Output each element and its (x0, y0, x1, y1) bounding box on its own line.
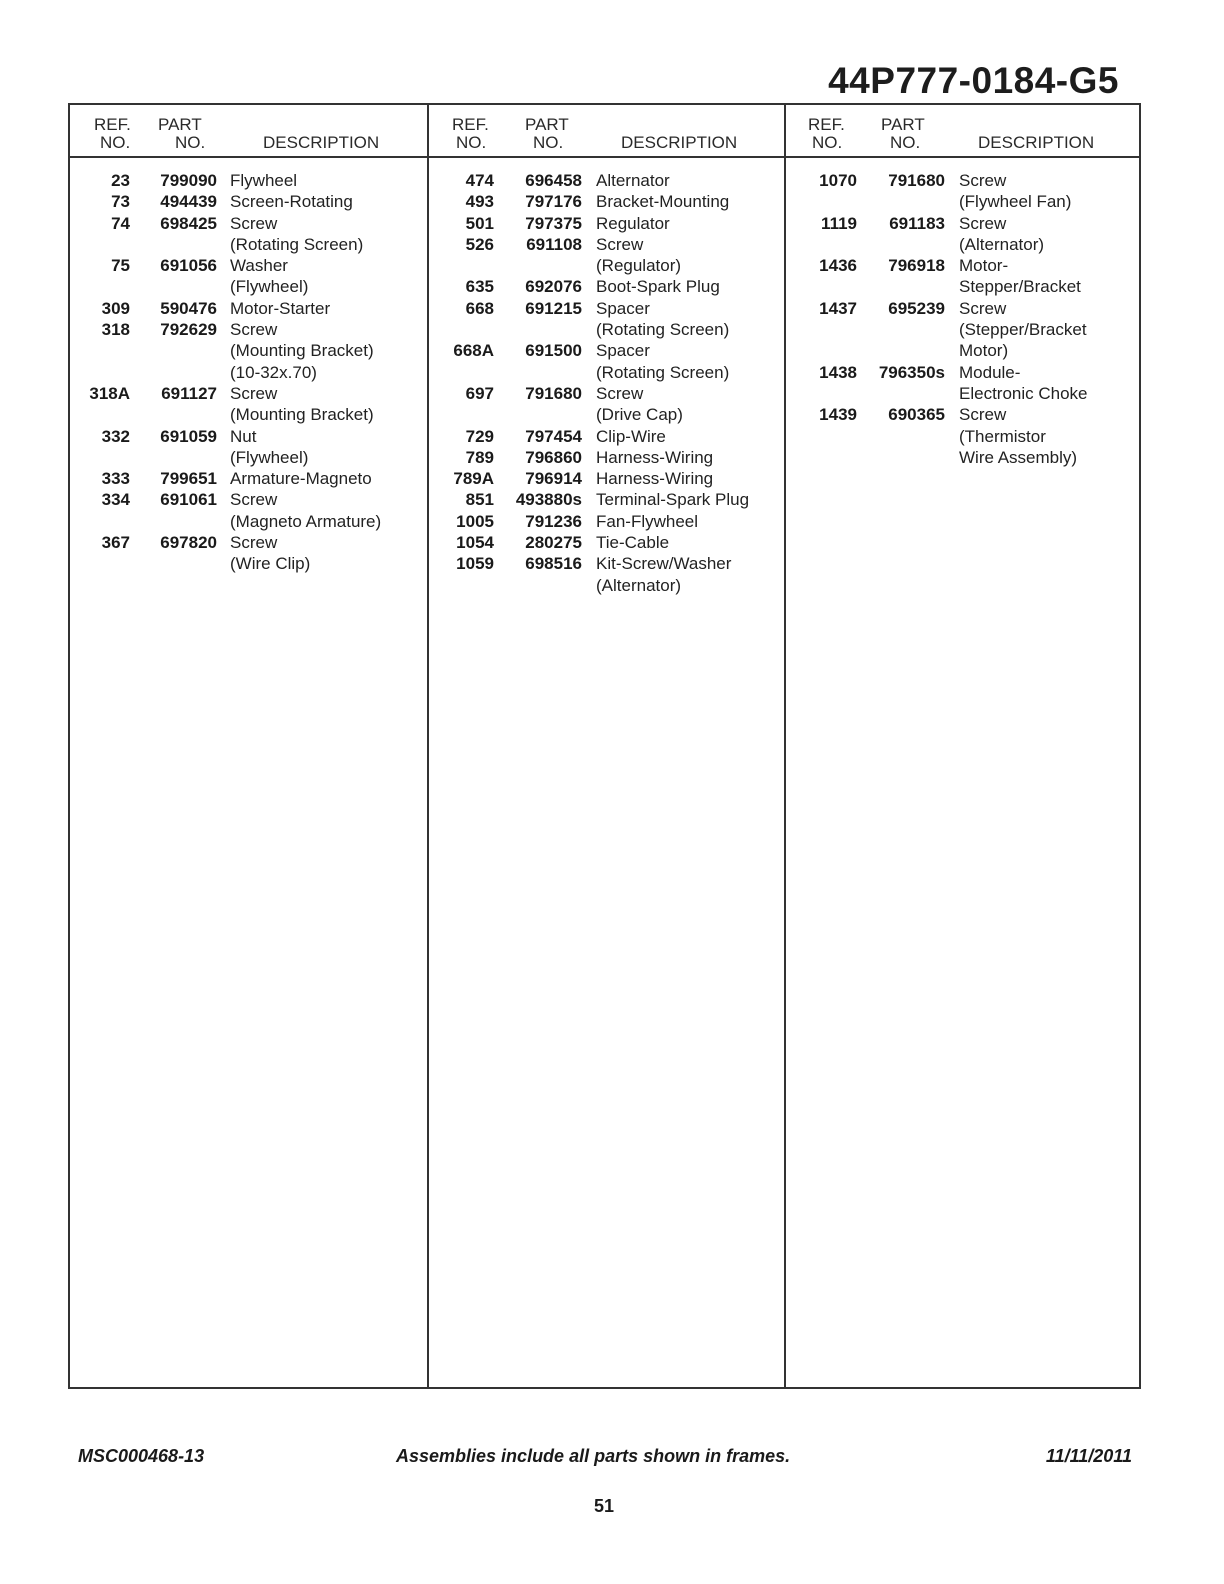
ref-number: 635 (465, 277, 494, 297)
part-row (70, 319, 427, 340)
part-description: Harness-Wiring (596, 469, 714, 489)
part-row (786, 426, 1139, 447)
part-row (429, 383, 784, 404)
part-row (70, 383, 427, 404)
part-description: Screw (230, 383, 278, 403)
part-description: Armature-Magneto (230, 469, 372, 489)
part-description: (Flywheel) (230, 277, 309, 297)
part-number: 494439 (160, 192, 217, 212)
part-row (786, 298, 1139, 319)
column-header (786, 105, 1139, 158)
part-row (70, 170, 427, 191)
part-number: 797176 (525, 192, 582, 212)
part-number: 796860 (525, 447, 582, 467)
part-description: (Rotating Screen) (596, 362, 730, 382)
ref-number: 697 (465, 383, 494, 403)
ref-number: 332 (101, 426, 130, 446)
part-description: (Alternator) (959, 234, 1045, 254)
ref-header-line2: NO. (456, 133, 487, 152)
part-row (786, 234, 1139, 255)
part-description: Screw (230, 320, 278, 340)
part-row (70, 489, 427, 510)
part-row (429, 468, 784, 489)
ref-number: 1059 (456, 554, 494, 574)
part-description: Screw (959, 405, 1007, 425)
page-number: 51 (593, 1496, 615, 1516)
part-number: 799651 (160, 469, 217, 489)
part-number: 691061 (160, 490, 217, 510)
part-description: Screw (959, 213, 1007, 233)
part-number: 590476 (160, 298, 217, 318)
part-number: 692076 (525, 277, 582, 297)
part-description: (Mounting Bracket) (230, 405, 374, 425)
part-description: (Stepper/Bracket (959, 320, 1087, 340)
part-row (429, 276, 784, 297)
part-row (429, 170, 784, 191)
parts-column-1 (70, 105, 427, 1387)
part-number: 797375 (525, 213, 582, 233)
part-row (786, 447, 1139, 468)
part-description: Nut (230, 426, 257, 446)
part-row (786, 213, 1139, 234)
part-row (429, 234, 784, 255)
ref-number: 501 (465, 213, 494, 233)
column-header (70, 105, 427, 158)
part-number: 691500 (525, 341, 582, 361)
ref-number: 526 (465, 234, 494, 254)
part-row (70, 532, 427, 553)
part-description: Spacer (596, 341, 650, 361)
ref-number: 23 (111, 171, 130, 190)
part-row (70, 234, 427, 255)
part-number: 791680 (525, 383, 582, 403)
part-row (429, 298, 784, 319)
description-header: DESCRIPTION (621, 133, 738, 152)
part-row (70, 511, 427, 532)
part-description: Fan-Flywheel (596, 511, 699, 531)
part-header-line2: NO. (533, 133, 564, 152)
part-row (429, 191, 784, 212)
part-number: 799090 (160, 171, 217, 190)
part-number: 797454 (525, 426, 582, 446)
document-code: MSC000468-13 (78, 1446, 205, 1466)
ref-number: 318 (101, 320, 130, 340)
part-number: 696458 (525, 171, 582, 190)
ref-number: 318A (89, 383, 130, 403)
ref-number: 1054 (456, 533, 494, 553)
part-number: 691127 (161, 383, 217, 403)
ref-number: 1005 (456, 511, 494, 531)
ref-number: 729 (465, 426, 494, 446)
part-row (70, 340, 427, 361)
part-number: 493880s (515, 490, 582, 510)
part-description: Flywheel (230, 171, 298, 190)
part-description: (Alternator) (596, 575, 682, 595)
part-number: 690365 (888, 405, 945, 425)
part-description: Motor-Starter (230, 298, 331, 318)
part-description: Wire Assembly) (959, 447, 1078, 467)
part-description: (Thermistor (959, 426, 1046, 446)
part-description: Motor) (959, 341, 1009, 361)
part-description: Tie-Cable (596, 533, 670, 553)
ref-header-line2: NO. (100, 133, 131, 152)
ref-number: 73 (111, 192, 130, 212)
part-row (429, 575, 784, 596)
ref-number: 1436 (819, 256, 857, 276)
document-date: 11/11/2011 (1045, 1446, 1132, 1466)
part-row (70, 191, 427, 212)
part-number: 691108 (526, 234, 582, 254)
ref-number: 367 (101, 533, 130, 553)
ref-number: 789 (465, 447, 494, 467)
ref-header-line1: REF. (452, 115, 489, 134)
ref-number: 1438 (819, 362, 857, 382)
part-number: 796914 (525, 469, 582, 489)
part-row (786, 362, 1139, 383)
part-description: Electronic Choke (959, 383, 1088, 403)
part-number: 697820 (160, 533, 217, 553)
part-number: 791680 (888, 171, 945, 190)
part-description: Screw (959, 298, 1007, 318)
part-row (70, 404, 427, 425)
part-row (70, 447, 427, 468)
ref-number: 1119 (821, 213, 857, 233)
part-number: 792629 (160, 320, 217, 340)
parts-column-2 (427, 105, 784, 1387)
part-description: Screw (230, 213, 278, 233)
ref-header-line2: NO. (812, 133, 843, 152)
part-description: (Mounting Bracket) (230, 341, 374, 361)
part-row (429, 553, 784, 574)
part-row (786, 404, 1139, 425)
part-row (70, 426, 427, 447)
part-row (429, 340, 784, 361)
part-description: Screw (230, 490, 278, 510)
part-row (429, 213, 784, 234)
part-description: (10-32x.70) (230, 362, 317, 382)
part-description: Boot-Spark Plug (596, 277, 720, 297)
part-description: Screw (230, 533, 278, 553)
part-row (429, 447, 784, 468)
part-description: Kit-Screw/Washer (596, 554, 732, 574)
column-header (429, 105, 784, 158)
part-description: Motor- (959, 256, 1009, 276)
part-description: (Magneto Armature) (230, 511, 382, 531)
part-row (429, 255, 784, 276)
part-header-line1: PART (525, 115, 569, 134)
part-number: 691059 (160, 426, 217, 446)
ref-number: 851 (465, 490, 494, 510)
part-row (70, 298, 427, 319)
ref-number: 668A (453, 341, 494, 361)
ref-number: 74 (111, 213, 130, 233)
part-description: Harness-Wiring (596, 447, 714, 467)
part-row (429, 511, 784, 532)
assembly-note: Assemblies include all parts shown in frames. (396, 1446, 791, 1466)
ref-number: 668 (465, 298, 494, 318)
ref-number: 493 (465, 192, 494, 212)
ref-number: 789A (453, 469, 494, 489)
part-row (429, 489, 784, 510)
part-row (786, 319, 1139, 340)
part-row (786, 191, 1139, 212)
part-description: Clip-Wire (596, 426, 666, 446)
part-row (786, 255, 1139, 276)
part-row (429, 319, 784, 340)
ref-header-line1: REF. (808, 115, 845, 134)
part-description: Spacer (596, 298, 650, 318)
parts-column-3 (784, 105, 1139, 1387)
part-number: 280275 (525, 533, 582, 553)
part-description: Washer (230, 256, 288, 276)
part-number: 695239 (888, 298, 945, 318)
part-row (70, 276, 427, 297)
part-description: (Flywheel Fan) (959, 192, 1072, 212)
part-number: 791236 (525, 511, 582, 531)
part-header-line2: NO. (175, 133, 206, 152)
part-description: (Drive Cap) (596, 405, 683, 425)
part-number: 698425 (160, 213, 217, 233)
part-number: 698516 (525, 554, 582, 574)
part-description: Screen-Rotating (230, 192, 353, 212)
ref-number: 309 (101, 298, 130, 318)
part-description: (Rotating Screen) (230, 234, 364, 254)
part-row (429, 362, 784, 383)
description-header: DESCRIPTION (978, 133, 1095, 152)
part-row (70, 255, 427, 276)
part-description: (Wire Clip) (230, 554, 311, 574)
part-description: Screw (596, 234, 644, 254)
model-number: 44P777-0184-G5 (828, 60, 1119, 101)
part-description: Bracket-Mounting (596, 192, 730, 212)
part-row (429, 532, 784, 553)
part-number: 796350s (878, 362, 945, 382)
part-description: (Rotating Screen) (596, 320, 730, 340)
part-number: 796918 (888, 256, 945, 276)
ref-number: 75 (111, 256, 130, 276)
part-description: Screw (596, 383, 644, 403)
part-number: 691215 (525, 298, 582, 318)
ref-number: 333 (101, 469, 130, 489)
part-description: (Regulator) (596, 256, 682, 276)
part-row (786, 383, 1139, 404)
part-header-line2: NO. (890, 133, 921, 152)
description-header: DESCRIPTION (263, 133, 380, 152)
part-row (786, 276, 1139, 297)
part-row (786, 340, 1139, 361)
part-header-line1: PART (158, 115, 202, 134)
part-row (70, 362, 427, 383)
ref-number: 334 (101, 490, 130, 510)
ref-number: 1439 (819, 405, 857, 425)
part-row (70, 468, 427, 489)
part-description: Alternator (596, 171, 670, 190)
part-row (429, 404, 784, 425)
part-description: Screw (959, 171, 1007, 190)
parts-table (68, 103, 1141, 1389)
ref-number: 1437 (819, 298, 857, 318)
part-number: 691056 (160, 256, 217, 276)
part-row (429, 426, 784, 447)
ref-header-line1: REF. (94, 115, 131, 134)
part-description: Stepper/Bracket (959, 277, 1081, 297)
part-row (786, 170, 1139, 191)
part-header-line1: PART (881, 115, 925, 134)
part-row (70, 553, 427, 574)
part-description: Regulator (596, 213, 670, 233)
ref-number: 1070 (819, 171, 857, 190)
part-row (70, 213, 427, 234)
ref-number: 474 (465, 171, 494, 190)
part-description: Terminal-Spark Plug (596, 490, 750, 510)
part-number: 691183 (889, 213, 945, 233)
part-description: Module- (959, 362, 1021, 382)
part-description: (Flywheel) (230, 447, 309, 467)
